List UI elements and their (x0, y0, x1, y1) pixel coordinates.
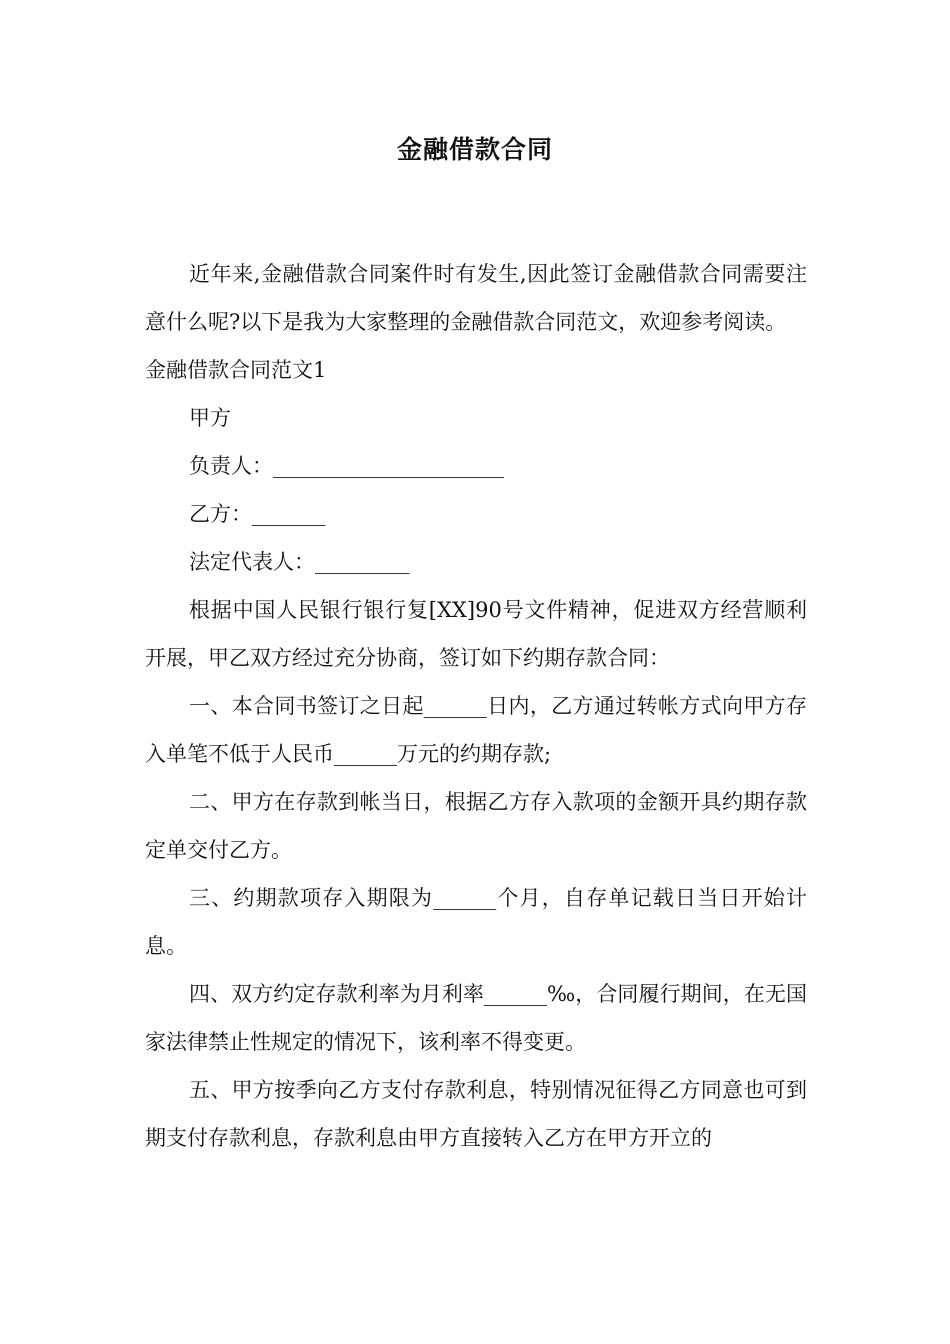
document-title: 金融借款合同 (396, 135, 553, 164)
document-body (145, 250, 807, 1162)
section-heading: 金融借款合同范文1 (145, 358, 327, 382)
paragraph-intro: 近年来,金融借款合同案件时有发生,因此签订金融借款合同需要注意什么呢?以下是我为大家整理的金融借款合同范文，欢迎参考阅读。 (145, 262, 807, 334)
clause-1: 一、本合同书签订之日起______日内，乙方通过转帐方式向甲方存入单笔不低于人民币______万元的约期存款; (145, 694, 807, 766)
responsible-person-field: 负责人：______________________ (189, 454, 504, 478)
clause-4: 四、双方约定存款利率为月利率______‰，合同履行期间，在无国家法律禁止性规定的情况下，该利率不得变更。 (145, 982, 807, 1054)
clause-5: 五、甲方按季向乙方支付存款利息，特别情况征得乙方同意也可到期支付存款利息，存款利息由甲方直接转入乙方在甲方开立的 (145, 1078, 807, 1150)
paragraph-preamble: 根据中国人民银行银行复[XX]90号文件精神，促进双方经营顺利开展，甲乙双方经过充分协商，签订如下约期存款合同： (145, 598, 807, 670)
party-b-field: 乙方：_______ (189, 502, 326, 526)
party-a-label: 甲方 (189, 406, 231, 430)
clause-2: 二、甲方在存款到帐当日，根据乙方存入款项的金额开具约期存款定单交付乙方。 (145, 790, 807, 862)
clause-3: 三、约期款项存入期限为______个月，自存单记载日当日开始计息。 (145, 886, 807, 958)
legal-representative-field: 法定代表人：_________ (189, 550, 410, 574)
